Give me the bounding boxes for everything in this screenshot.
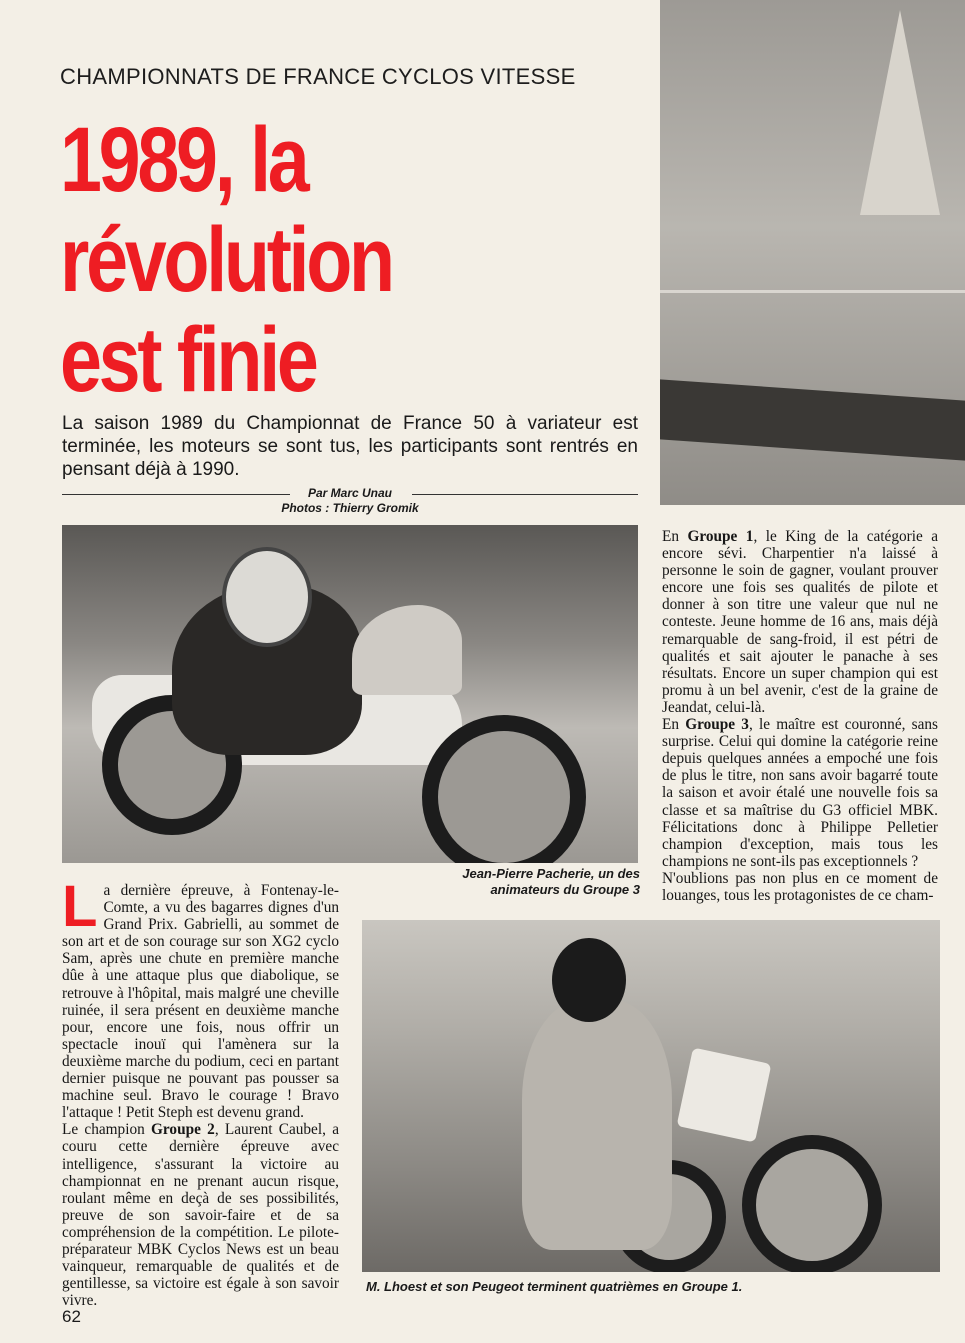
paragraph-closing: N'oublions pas non plus en ce moment de louanges, tous les protagonistes de ce cham- — [662, 869, 938, 904]
track-shadow — [660, 379, 965, 460]
byline: Par Marc Unau — [307, 486, 393, 500]
track-photo-strip — [660, 0, 965, 505]
rider-helmet — [222, 547, 312, 647]
group-label: Groupe 2 — [151, 1121, 215, 1139]
paragraph-groupe-2 — [62, 1121, 339, 1309]
windscreen — [352, 605, 462, 695]
paragraph-intro-text: a dernière épreuve, à Fontenay-le-Comte, a vu des bagarres dignes d'un Grand Prix. Gabrielli, au sommet de son art et de son courage sur son XG2 cyclo Sam, après une chute en première manche dûe à une attaque plus que diabolique, se retrouve à l'hôpital, mais malgré une cheville ruinée, il sera présent en deuxième manche pour, encore une fois, nous offrir un spectacle inouï qui l'amènera sur la deuxième marche du podium, ceci en partant dernier puisque ne pouvant pas pousser sa machine seul. Bravo le courage ! Bravo l'attaque ! Petit Steph est devenu grand. — [62, 882, 339, 1122]
page-number: 62 — [62, 1307, 81, 1326]
photo-credit: Photos : Thierry Gromik — [281, 501, 419, 515]
rider-helmet — [552, 938, 626, 1022]
photo-caption-2: M. Lhoest et son Peugeot terminent quatrièmes en Groupe 1. — [366, 1279, 743, 1294]
photo-lhoest — [362, 920, 940, 1272]
text-run: En — [662, 528, 688, 545]
text-run: , le maître est couronné, sans surprise. Celui qui domine la catégorie reine depuis quelques années a empoché une fois de plus le titre, non sans avoir bagarré toute la saison et avoir étalé une nouvelle fois sa classe et sa maîtrise du G3 officiel MBK. Félicitations donc à Philippe Pelletier champion d'exception, mais tous les champions ne sont-ils pas exceptionnels ? — [662, 716, 938, 870]
credits — [62, 486, 638, 520]
paragraph-groupe-3 — [662, 716, 938, 870]
paragraph-groupe-1 — [662, 528, 938, 716]
front-wheel — [422, 715, 586, 863]
text-run: En — [662, 716, 686, 734]
track-line — [660, 290, 965, 293]
front-wheel — [742, 1135, 882, 1272]
group-label: Groupe 3 — [685, 716, 749, 734]
text-run: Le champion — [62, 1121, 152, 1139]
rider-body — [522, 1000, 672, 1250]
lead-paragraph: La saison 1989 du Championnat de France 50 à variateur est terminée, les moteurs se sont tus, les participants sont rentrés en pensant déjà à 1990. — [62, 413, 638, 480]
headline-line-2: révolution — [60, 209, 392, 311]
body-column-right — [662, 528, 938, 904]
photo-pacherie — [62, 525, 638, 863]
text-run: , Laurent Caubel, a couru cette dernière épreuve avec intelligence, s'assurant la victoire au championnat en ne prenant aucun risque, roulant même en deçà de ses possibilités, preuve de son savoir-faire et de sa compréhension de la compétition. Le pilote-préparateur MBK Cyclos News est un beau vainqueur, remarquable de qualités et de gentillesse, sa victoire est égale à son savoir vivre. — [62, 1121, 339, 1310]
photo-caption-1: Jean-Pierre Pacherie, un des animateurs du Groupe 3 — [462, 866, 640, 897]
section-kicker: CHAMPIONNATS DE FRANCE CYCLOS VITESSE — [60, 64, 576, 89]
headline-line-3: est finie — [60, 309, 316, 411]
text-run: , le King de la catégorie a encore sévi. Charpentier n'a laissé à personne le soin de gagner, voulant prouver encore une fois ses qualités de pilote et donner à son titre une valeur que nul ne conteste. Jeune homme de 16 ans, mais déjà remarquable de sang-froid, il est pétri de qualités et sait ajouter le panache à ses résultats. Encore un super champion qui est promu à un bel avenir, c'est de la graine de Jeandat, celui-là. — [662, 528, 939, 716]
headline-line-1: 1989, la — [60, 109, 307, 211]
headline — [60, 110, 421, 410]
drop-cap: L — [62, 874, 98, 939]
paragraph-intro — [62, 874, 339, 1122]
body-column-left — [62, 874, 339, 1310]
group-label: Groupe 1 — [687, 528, 754, 545]
number-plate — [677, 1048, 772, 1143]
traffic-cone — [860, 10, 940, 215]
